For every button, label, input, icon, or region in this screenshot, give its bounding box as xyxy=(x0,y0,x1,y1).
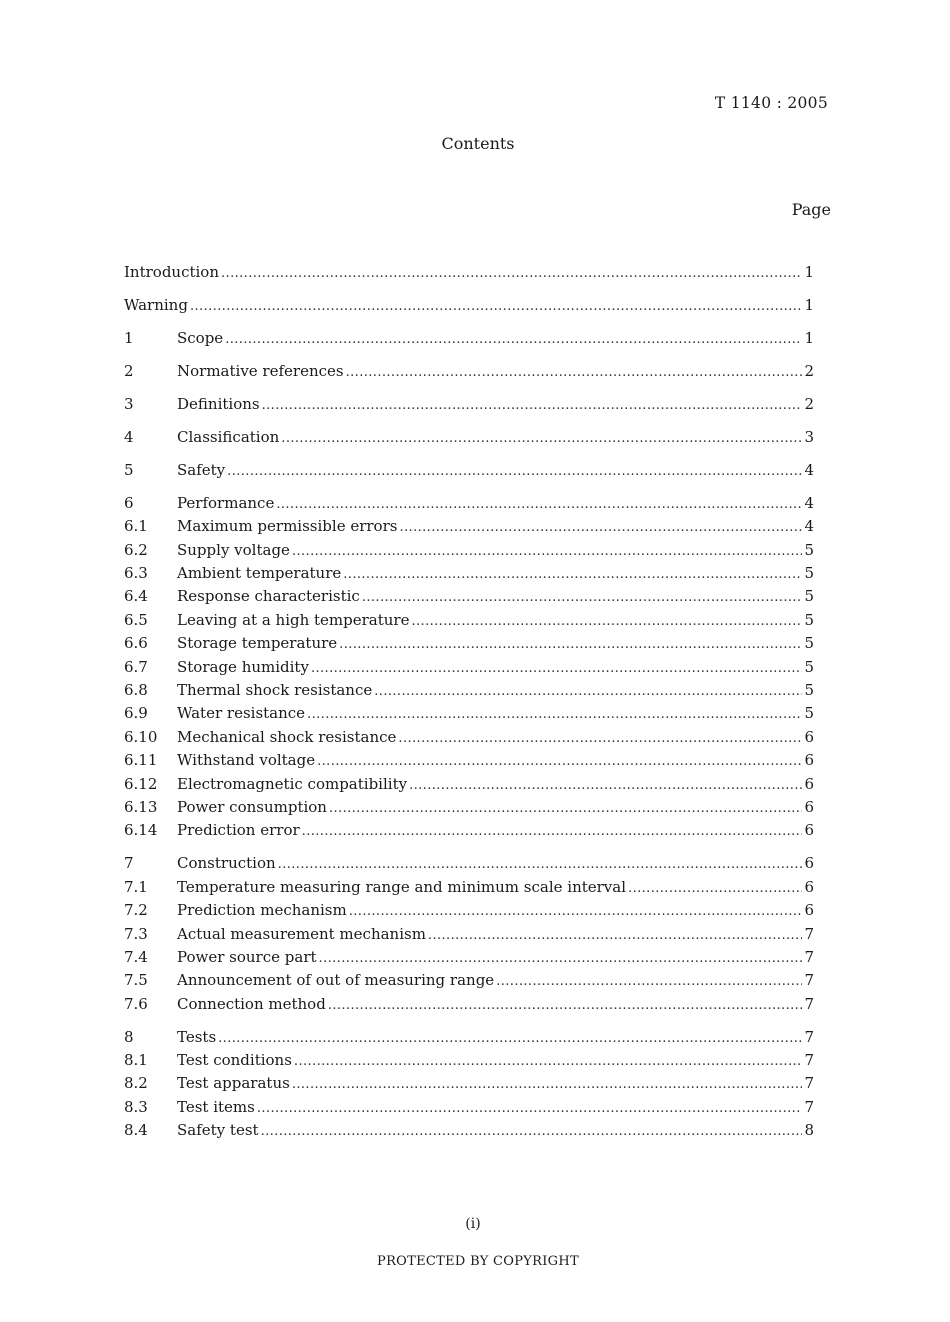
toc-dot-leader xyxy=(278,857,803,872)
toc-entry-number: 6.1 xyxy=(124,517,148,536)
toc-entry-page: 6 xyxy=(804,727,814,746)
toc-entry-page: 7 xyxy=(804,971,814,990)
toc-entry-title: Tests xyxy=(177,1027,217,1046)
toc-entry-title: Maximum permissible errors xyxy=(177,517,398,536)
toc-dot-leader xyxy=(339,637,802,652)
toc-entry[interactable] xyxy=(124,611,814,634)
toc-entry-page: 4 xyxy=(804,517,814,536)
toc-entry[interactable] xyxy=(124,1074,814,1097)
toc-entry-number: 5 xyxy=(124,460,134,479)
toc-dot-leader xyxy=(257,1101,803,1116)
toc-dot-leader xyxy=(292,1077,803,1092)
toc-entry-title: Prediction error xyxy=(177,821,300,840)
toc-entry-title: Test conditions xyxy=(177,1051,292,1070)
toc-entry-page: 7 xyxy=(804,1027,814,1046)
toc-entry-number: 6.14 xyxy=(124,821,158,840)
toc-entry-number: 6.9 xyxy=(124,704,148,723)
toc-entry-page: 7 xyxy=(804,1097,814,1116)
toc-entry[interactable] xyxy=(124,971,814,994)
toc-entry-number: 6.11 xyxy=(124,751,158,770)
toc-entry[interactable] xyxy=(124,494,814,517)
toc-entry[interactable] xyxy=(124,329,814,352)
toc-entry-page: 5 xyxy=(804,634,814,653)
toc-entry-page: 7 xyxy=(804,947,814,966)
toc-entry[interactable] xyxy=(124,1098,814,1121)
toc-entry[interactable] xyxy=(124,854,814,877)
toc-entry[interactable] xyxy=(124,296,814,319)
toc-dot-leader xyxy=(428,928,803,943)
toc-entry-number: 6.2 xyxy=(124,540,148,559)
toc-entry-number: 6.6 xyxy=(124,634,148,653)
toc-entry[interactable] xyxy=(124,1121,814,1144)
toc-entry-title: Mechanical shock resistance xyxy=(177,727,397,746)
toc-entry[interactable] xyxy=(124,901,814,924)
toc-entry-number: 8.1 xyxy=(124,1051,148,1070)
toc-entry[interactable] xyxy=(124,428,814,451)
toc-dot-leader xyxy=(227,464,802,479)
toc-dot-leader xyxy=(302,824,803,839)
toc-entry-title: Introduction xyxy=(124,263,219,281)
toc-dot-leader xyxy=(218,1031,802,1046)
toc-entry[interactable] xyxy=(124,362,814,385)
toc-dot-leader xyxy=(411,614,802,629)
toc-entry-title: Electromagnetic compatibility xyxy=(177,774,408,793)
toc-dot-leader xyxy=(292,544,803,559)
toc-entry-number: 8 xyxy=(124,1027,134,1046)
toc-dot-leader xyxy=(262,398,803,413)
toc-entry-number: 7.3 xyxy=(124,924,148,943)
document-id: T 1140 : 2005 xyxy=(714,94,828,112)
table-of-contents xyxy=(124,263,814,1145)
toc-dot-leader xyxy=(294,1054,803,1069)
toc-entry[interactable] xyxy=(124,541,814,564)
toc-entry[interactable] xyxy=(124,681,814,704)
toc-dot-leader xyxy=(319,951,803,966)
toc-entry[interactable] xyxy=(124,925,814,948)
toc-dot-leader xyxy=(281,431,802,446)
toc-entry-page: 2 xyxy=(804,361,814,380)
toc-dot-leader xyxy=(329,801,802,816)
toc-entry-page: 5 xyxy=(804,681,814,700)
toc-entry-title: Construction xyxy=(177,854,276,873)
toc-entry[interactable] xyxy=(124,587,814,610)
toc-dot-leader xyxy=(190,299,803,314)
toc-entry-title: Test items xyxy=(177,1097,255,1116)
toc-entry-number: 2 xyxy=(124,361,134,380)
toc-entry-title: Safety xyxy=(177,460,226,479)
toc-dot-leader xyxy=(374,684,802,699)
toc-dot-leader xyxy=(276,497,802,512)
toc-dot-leader xyxy=(409,778,802,793)
toc-entry-number: 6.7 xyxy=(124,657,148,676)
toc-entry-number: 4 xyxy=(124,427,134,446)
toc-entry-page: 6 xyxy=(804,751,814,770)
page-column-heading: Page xyxy=(791,200,831,219)
toc-entry-page: 1 xyxy=(804,328,814,347)
toc-entry-title: Prediction mechanism xyxy=(177,901,347,920)
toc-entry-title: Normative references xyxy=(177,361,344,380)
page-title: Contents xyxy=(441,134,515,153)
toc-entry-number: 7 xyxy=(124,854,134,873)
toc-entry-page: 5 xyxy=(804,610,814,629)
toc-entry-title: Scope xyxy=(177,328,224,347)
toc-entry[interactable] xyxy=(124,263,814,286)
toc-entry-page: 5 xyxy=(804,540,814,559)
toc-entry-title: Connection method xyxy=(177,994,326,1013)
toc-entry-number: 6.5 xyxy=(124,610,148,629)
toc-entry-title: Storage temperature xyxy=(177,634,338,653)
toc-entry-page: 6 xyxy=(804,877,814,896)
toc-entry-number: 3 xyxy=(124,394,134,413)
toc-entry-page: 7 xyxy=(804,994,814,1013)
toc-entry[interactable] xyxy=(124,821,814,844)
toc-entry-number: 8.2 xyxy=(124,1074,148,1093)
toc-entry-title: Warning xyxy=(124,295,188,314)
toc-entry-title: Storage humidity xyxy=(177,657,309,676)
toc-dot-leader xyxy=(343,567,802,582)
toc-entry-number: 6.13 xyxy=(124,797,158,816)
toc-entry-title: Power consumption xyxy=(177,797,327,816)
toc-dot-leader xyxy=(398,731,802,746)
page-folio: (i) xyxy=(465,1216,481,1232)
toc-dot-leader xyxy=(225,332,802,347)
toc-dot-leader xyxy=(349,904,803,919)
toc-entry-page: 5 xyxy=(804,587,814,606)
toc-entry[interactable] xyxy=(124,948,814,971)
toc-entry-title: Test apparatus xyxy=(177,1074,290,1093)
toc-entry-title: Performance xyxy=(177,493,275,512)
toc-entry[interactable] xyxy=(124,878,814,901)
toc-entry-page: 5 xyxy=(804,657,814,676)
toc-entry-page: 7 xyxy=(804,1051,814,1070)
toc-entry-page: 6 xyxy=(804,854,814,873)
toc-entry[interactable] xyxy=(124,1051,814,1074)
toc-entry-page: 6 xyxy=(804,901,814,920)
toc-entry-page: 4 xyxy=(804,493,814,512)
toc-entry-number: 6.10 xyxy=(124,727,158,746)
toc-dot-leader xyxy=(628,881,802,896)
toc-dot-leader xyxy=(317,754,802,769)
copyright-notice: PROTECTED BY COPYRIGHT xyxy=(377,1254,579,1269)
toc-entry[interactable] xyxy=(124,995,814,1018)
toc-entry-page: 2 xyxy=(804,394,814,413)
toc-entry-number: 8.4 xyxy=(124,1121,148,1140)
toc-entry-title: Actual measurement mechanism xyxy=(177,924,426,943)
toc-entry-number: 6.8 xyxy=(124,681,148,700)
toc-entry[interactable] xyxy=(124,517,814,540)
toc-entry-number: 7.4 xyxy=(124,947,148,966)
toc-entry[interactable] xyxy=(124,395,814,418)
toc-entry-page: 5 xyxy=(804,564,814,583)
toc-entry-number: 6.12 xyxy=(124,774,158,793)
toc-entry-number: 7.1 xyxy=(124,877,148,896)
toc-entry-title: Safety test xyxy=(177,1121,259,1140)
toc-entry-page: 6 xyxy=(804,774,814,793)
toc-entry-number: 8.3 xyxy=(124,1097,148,1116)
toc-entry-page: 1 xyxy=(804,295,814,314)
toc-entry-number: 1 xyxy=(124,328,134,347)
toc-dot-leader xyxy=(261,1124,803,1139)
toc-entry-page: 4 xyxy=(804,460,814,479)
toc-entry[interactable] xyxy=(124,658,814,681)
toc-dot-leader xyxy=(328,998,803,1013)
toc-entry-title: Temperature measuring range and minimum scale interval xyxy=(177,877,627,896)
toc-entry-number: 6 xyxy=(124,493,134,512)
toc-entry-title: Thermal shock resistance xyxy=(177,681,373,700)
toc-entry-title: Announcement of out of measuring range xyxy=(177,971,495,990)
toc-dot-leader xyxy=(346,365,803,380)
toc-entry[interactable] xyxy=(124,634,814,657)
toc-entry[interactable] xyxy=(124,704,814,727)
toc-dot-leader xyxy=(399,520,802,535)
toc-entry-title: Water resistance xyxy=(177,704,306,723)
toc-entry-title: Withstand voltage xyxy=(177,751,316,770)
toc-dot-leader xyxy=(307,707,802,722)
toc-dot-leader xyxy=(496,974,802,989)
toc-entry-title: Power source part xyxy=(177,947,317,966)
toc-entry-title: Supply voltage xyxy=(177,540,290,559)
toc-entry-number: 6.3 xyxy=(124,564,148,583)
toc-entry[interactable] xyxy=(124,1028,814,1051)
toc-entry[interactable] xyxy=(124,751,814,774)
toc-entry-title: Definitions xyxy=(177,394,260,413)
toc-entry[interactable] xyxy=(124,461,814,484)
toc-dot-leader xyxy=(311,661,803,676)
toc-entry-page: 6 xyxy=(804,821,814,840)
toc-entry-title: Ambient temperature xyxy=(177,564,342,583)
toc-entry[interactable] xyxy=(124,775,814,798)
toc-dot-leader xyxy=(221,266,802,281)
toc-entry[interactable] xyxy=(124,564,814,587)
toc-entry-page: 1 xyxy=(804,263,814,281)
toc-entry-number: 6.4 xyxy=(124,587,148,606)
toc-entry-title: Response characteristic xyxy=(177,587,360,606)
toc-entry-number: 7.2 xyxy=(124,901,148,920)
toc-entry-page: 3 xyxy=(804,427,814,446)
toc-entry-page: 6 xyxy=(804,797,814,816)
toc-entry-page: 5 xyxy=(804,704,814,723)
toc-entry[interactable] xyxy=(124,798,814,821)
toc-entry-title: Leaving at a high temperature xyxy=(177,610,410,629)
toc-entry-number: 7.5 xyxy=(124,971,148,990)
toc-entry-page: 7 xyxy=(804,1074,814,1093)
toc-entry-number: 7.6 xyxy=(124,994,148,1013)
toc-entry-page: 8 xyxy=(804,1121,814,1140)
toc-dot-leader xyxy=(362,590,803,605)
toc-entry-page: 7 xyxy=(804,924,814,943)
toc-entry-title: Classification xyxy=(177,427,280,446)
toc-entry[interactable] xyxy=(124,728,814,751)
